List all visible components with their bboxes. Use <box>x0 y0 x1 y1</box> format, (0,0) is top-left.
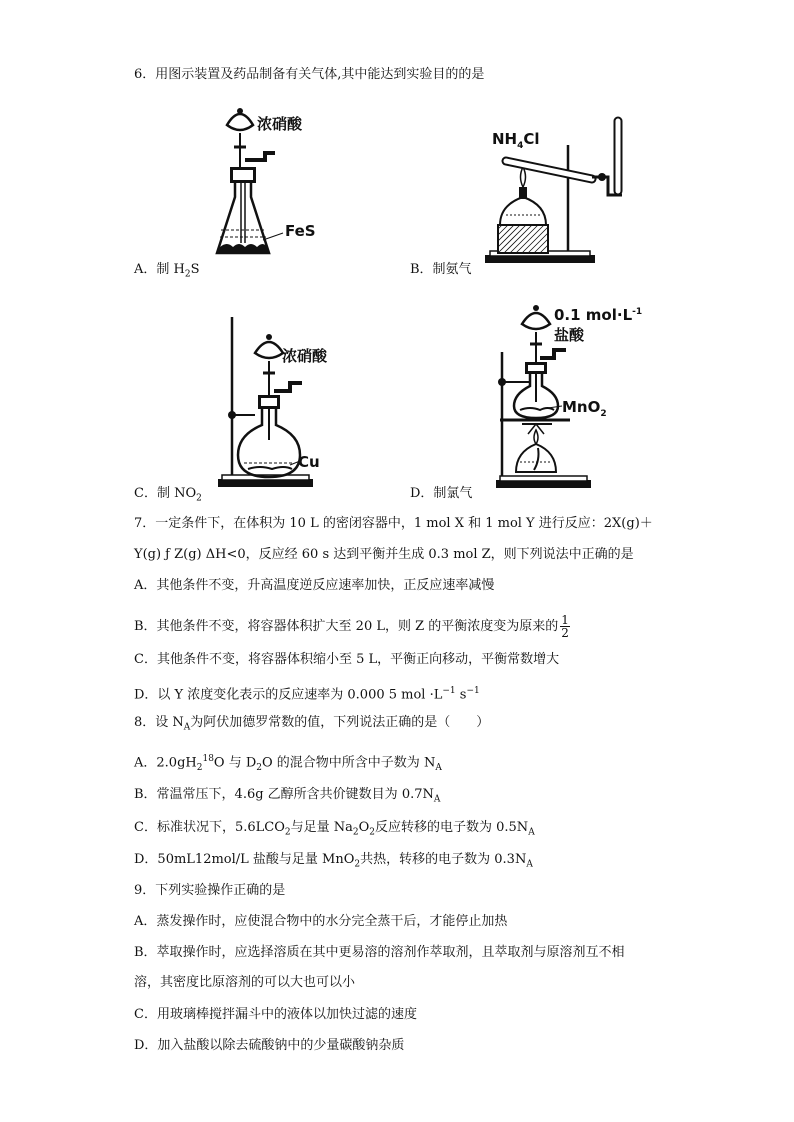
q6-option-b: B．制氨气 <box>410 262 472 277</box>
figure-b-nh4cl-label: $NH_4Cl$ <box>492 130 540 151</box>
q9-option-b-line2: 溶，其密度比原溶剂的可以大也可以小 <box>134 975 356 990</box>
q7-stem-line1: 7．一定条件下，在体积为 10 L 的密闭容器中，1 mol X 和 1 mol Y 进行反应：2X(g)＋ <box>134 516 653 531</box>
q9-stem: 9．下列实验操作正确的是 <box>134 883 286 898</box>
q6-option-a: A．制 $H_2S$ <box>134 262 200 280</box>
q8-option-b: B．常温常压下，4.6g 乙醇所含共价键数目为 $0.7N_A$ <box>134 787 441 805</box>
q9-option-a: A．蒸发操作时，应使混合物中的水分完全蒸干后，才能停止加热 <box>134 914 508 929</box>
figure-d-mno2-label: MnO$_2$ <box>562 398 607 419</box>
figure-c-no2-apparatus <box>210 315 350 490</box>
figure-c-acid-label: 浓硝酸 <box>282 347 328 365</box>
one-half-fraction: $\frac{1}{2}$ <box>561 613 569 640</box>
q6-option-d: D．制氯气 <box>410 486 473 501</box>
q8-stem: 8．设 $N_A$为阿伏加德罗常数的值，下列说法正确的是（ ） <box>134 715 490 733</box>
figure-c-cu-label: Cu <box>298 453 320 471</box>
figure-b-ammonia-apparatus <box>480 115 640 270</box>
q9-option-b-line1: B．萃取操作时，应选择溶质在其中更易溶的溶剂作萃取剂，且萃取剂与原溶剂互不相 <box>134 945 625 960</box>
q8-option-d: D．50mL12mol/L 盐酸与足量 MnO$_2$共热，转移的电子数为 $0.3N_A$ <box>134 852 533 870</box>
q7-stem-line2: Y(g) ƒ Z(g) ΔH<0，反应经 60 s 达到平衡并生成 0.3 mol Z，则下列说法中正确的是 <box>134 547 634 562</box>
q9-option-d: D．加入盐酸以除去硫酸钠中的少量碳酸钠杂质 <box>134 1038 405 1053</box>
q8-option-c: C．标准状况下，$5.6LCO_2$与足量 $Na_2O_2$反应转移的电子数为 $0.5N_A$ <box>134 820 535 838</box>
figure-a-fes-label: FeS <box>285 222 316 240</box>
figure-a-acid-label: 浓硝酸 <box>257 115 303 133</box>
figure-d-chlorine-apparatus <box>488 302 658 492</box>
figure-a-h2s-apparatus <box>205 105 355 265</box>
q6-stem: 6．用图示装置及药品制备有关气体,其中能达到实验目的的是 <box>134 67 485 82</box>
figure-d-hcl-label: 盐酸 <box>554 326 585 344</box>
q7-option-b: B．其他条件不变，将容器体积扩大至 20 L，则 Z 的平衡浓度变为原来的 $\frac{1}{2}$ <box>134 613 569 640</box>
q8-option-a: A．$2.0gH_2^{18}O$ 与 $D_2O$ 的混合物中所含中子数为 $N_A$ <box>134 754 442 773</box>
q7-option-c: C．其他条件不变，将容器体积缩小至 5 L，平衡正向移动，平衡常数增大 <box>134 652 560 667</box>
q7-option-d: D．以 Y 浓度变化表示的反应速率为 0.000 5 mol $\cdot L^{-1}$ $s^{-1}$ <box>134 686 480 703</box>
q6-option-c: C．制 $NO_2$ <box>134 486 202 504</box>
q9-option-c: C．用玻璃棒搅拌漏斗中的液体以加快过滤的速度 <box>134 1007 417 1022</box>
figure-d-concentration-label: 0.1 $mol\cdot L^{-1}$ <box>554 306 643 324</box>
q7-option-a: A．其他条件不变，升高温度逆反应速率加快，正反应速率减慢 <box>134 578 495 593</box>
